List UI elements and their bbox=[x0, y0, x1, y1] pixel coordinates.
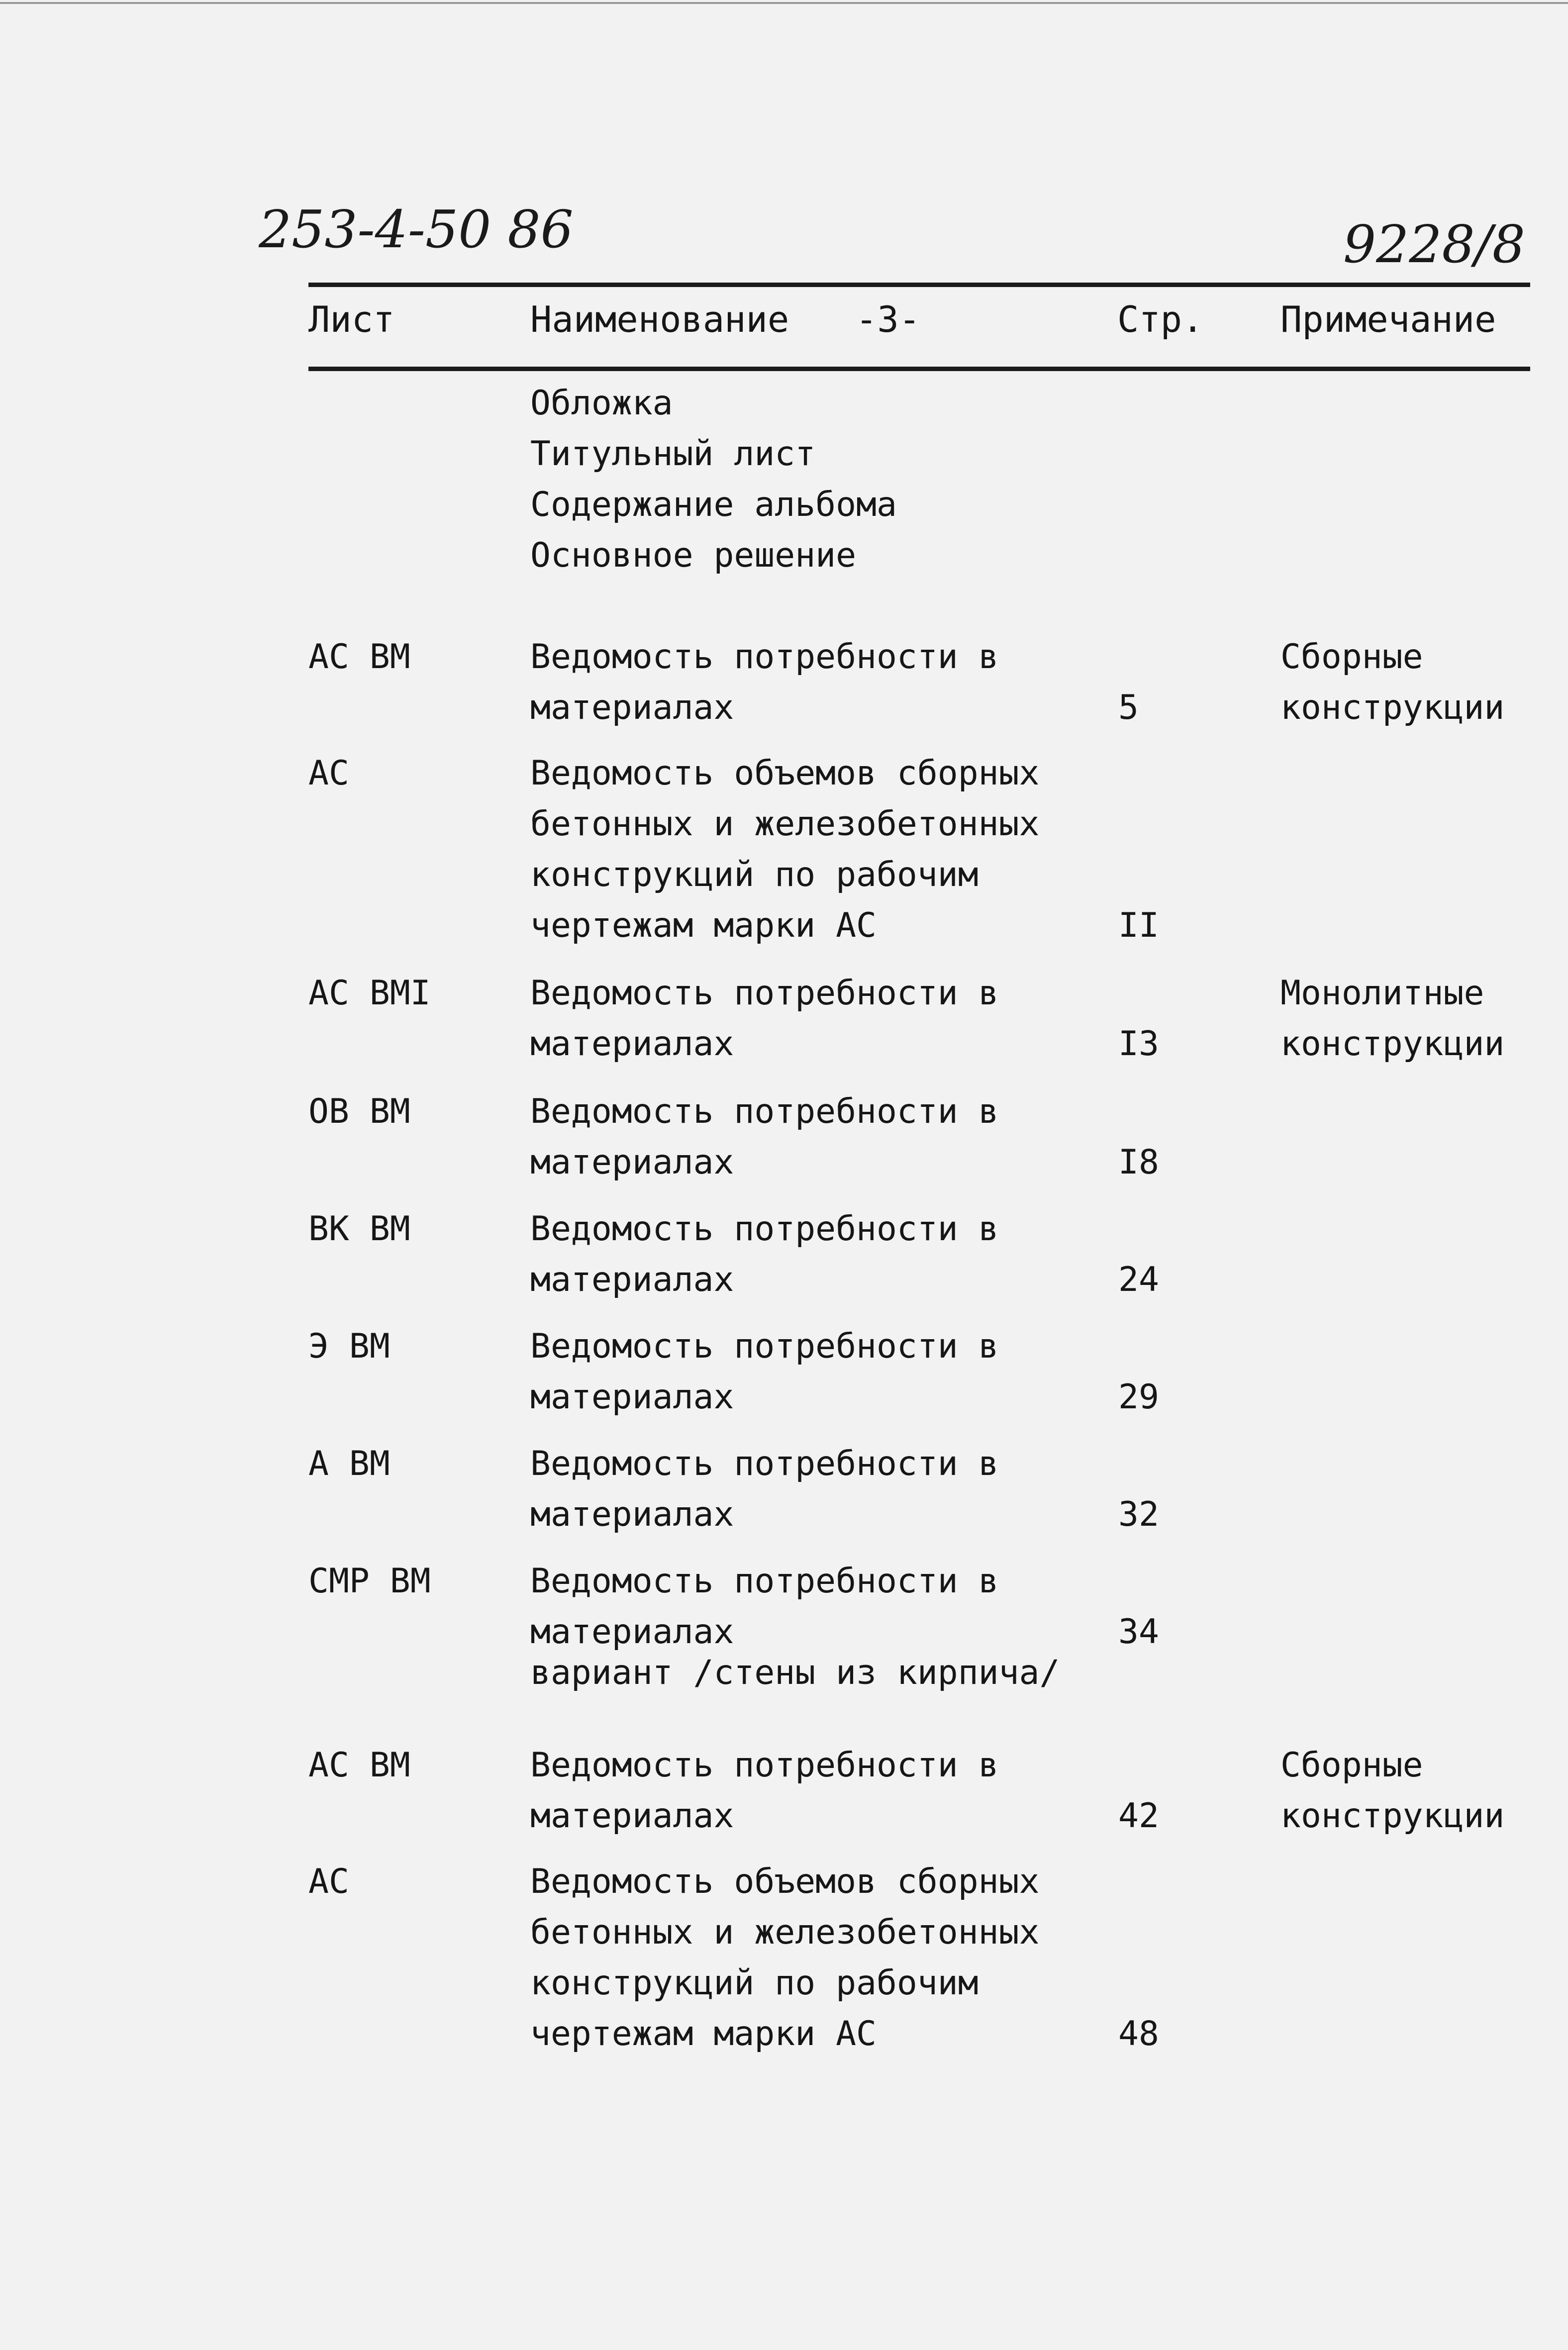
row-name-line: материалах bbox=[530, 1260, 734, 1299]
row-sheet-code: СМР ВМ bbox=[308, 1562, 431, 1601]
row-name-line: Ведомость потребности в bbox=[530, 1444, 999, 1483]
column-header-name: Наименование bbox=[530, 298, 789, 340]
row-sheet-code: АС bbox=[308, 754, 349, 793]
row-page-number: 5 bbox=[1118, 688, 1139, 727]
row-name-line: бетонных и железобетонных bbox=[530, 804, 1040, 844]
row-sheet-code: АС ВМ bbox=[308, 1746, 410, 1785]
row-note-line: Сборные bbox=[1280, 637, 1423, 677]
column-header-page: Стр. bbox=[1117, 298, 1204, 340]
row-page-number: I3 bbox=[1118, 1024, 1159, 1064]
row-name-line: вариант /стены из кирпича/ bbox=[530, 1653, 1060, 1692]
row-name-line: материалах bbox=[530, 1612, 734, 1652]
page-number: -3- bbox=[856, 298, 921, 340]
row-page-number: 42 bbox=[1118, 1796, 1159, 1836]
row-name-line: бетонных и железобетонных bbox=[530, 1913, 1040, 1952]
row-name-line: конструкций по рабочим bbox=[530, 855, 979, 894]
column-header-note: Примечание bbox=[1280, 298, 1496, 340]
row-page-number: I8 bbox=[1118, 1143, 1159, 1182]
row-name-line: материалах bbox=[530, 1796, 734, 1836]
row-name-line: Ведомость потребности в bbox=[530, 637, 999, 677]
row-sheet-code: ОВ ВМ bbox=[308, 1092, 410, 1131]
header-bottom-rule bbox=[308, 367, 1530, 371]
row-name-line: Ведомость объемов сборных bbox=[530, 754, 1040, 793]
intro-line: Обложка bbox=[530, 384, 673, 423]
row-page-number: 29 bbox=[1118, 1377, 1159, 1417]
scan-top-edge bbox=[0, 2, 1568, 4]
row-name-line: чертежам марки АС bbox=[530, 2014, 877, 2054]
row-name-line: Ведомость потребности в bbox=[530, 1746, 999, 1785]
row-note-line: Монолитные bbox=[1280, 974, 1484, 1013]
intro-line: Содержание альбома bbox=[530, 485, 897, 524]
row-sheet-code: А ВМ bbox=[308, 1444, 390, 1483]
row-note-line: конструкции bbox=[1280, 688, 1505, 727]
row-page-number: 34 bbox=[1118, 1612, 1159, 1652]
row-name-line: Ведомость потребности в bbox=[530, 1092, 999, 1131]
row-name-line: Ведомость потребности в bbox=[530, 1209, 999, 1249]
row-page-number: 24 bbox=[1118, 1260, 1159, 1299]
table-top-rule bbox=[308, 283, 1530, 287]
row-name-line: Ведомость потребности в bbox=[530, 1562, 999, 1601]
row-note-line: конструкции bbox=[1280, 1796, 1505, 1836]
row-page-number: 32 bbox=[1118, 1495, 1159, 1534]
row-sheet-code: Э ВМ bbox=[308, 1327, 390, 1366]
intro-line: Основное решение bbox=[530, 536, 857, 575]
row-name-line: материалах bbox=[530, 688, 734, 727]
row-sheet-code: АС ВМ bbox=[308, 637, 410, 677]
row-name-line: Ведомость объемов сборных bbox=[530, 1862, 1040, 1901]
row-sheet-code: АС ВМI bbox=[308, 974, 431, 1013]
row-name-line: Ведомость потребности в bbox=[530, 974, 999, 1013]
row-note-line: конструкции bbox=[1280, 1024, 1505, 1064]
row-page-number: 48 bbox=[1118, 2014, 1159, 2054]
row-note-line: Сборные bbox=[1280, 1746, 1423, 1785]
row-name-line: материалах bbox=[530, 1143, 734, 1182]
row-name-line: Ведомость потребности в bbox=[530, 1327, 999, 1366]
document-code: 253-4-50 86 bbox=[259, 199, 574, 260]
intro-line: Титульный лист bbox=[530, 434, 816, 474]
document-inventory-number: 9228/8 bbox=[1343, 214, 1525, 275]
row-name-line: материалах bbox=[530, 1024, 734, 1064]
column-header-sheet: Лист bbox=[308, 298, 395, 340]
row-name-line: конструкций по рабочим bbox=[530, 1963, 979, 2003]
row-page-number: II bbox=[1118, 906, 1159, 945]
row-name-line: материалах bbox=[530, 1377, 734, 1417]
row-name-line: чертежам марки АС bbox=[530, 906, 877, 945]
row-sheet-code: ВК ВМ bbox=[308, 1209, 410, 1249]
row-sheet-code: АС bbox=[308, 1862, 349, 1901]
row-name-line: материалах bbox=[530, 1495, 734, 1534]
